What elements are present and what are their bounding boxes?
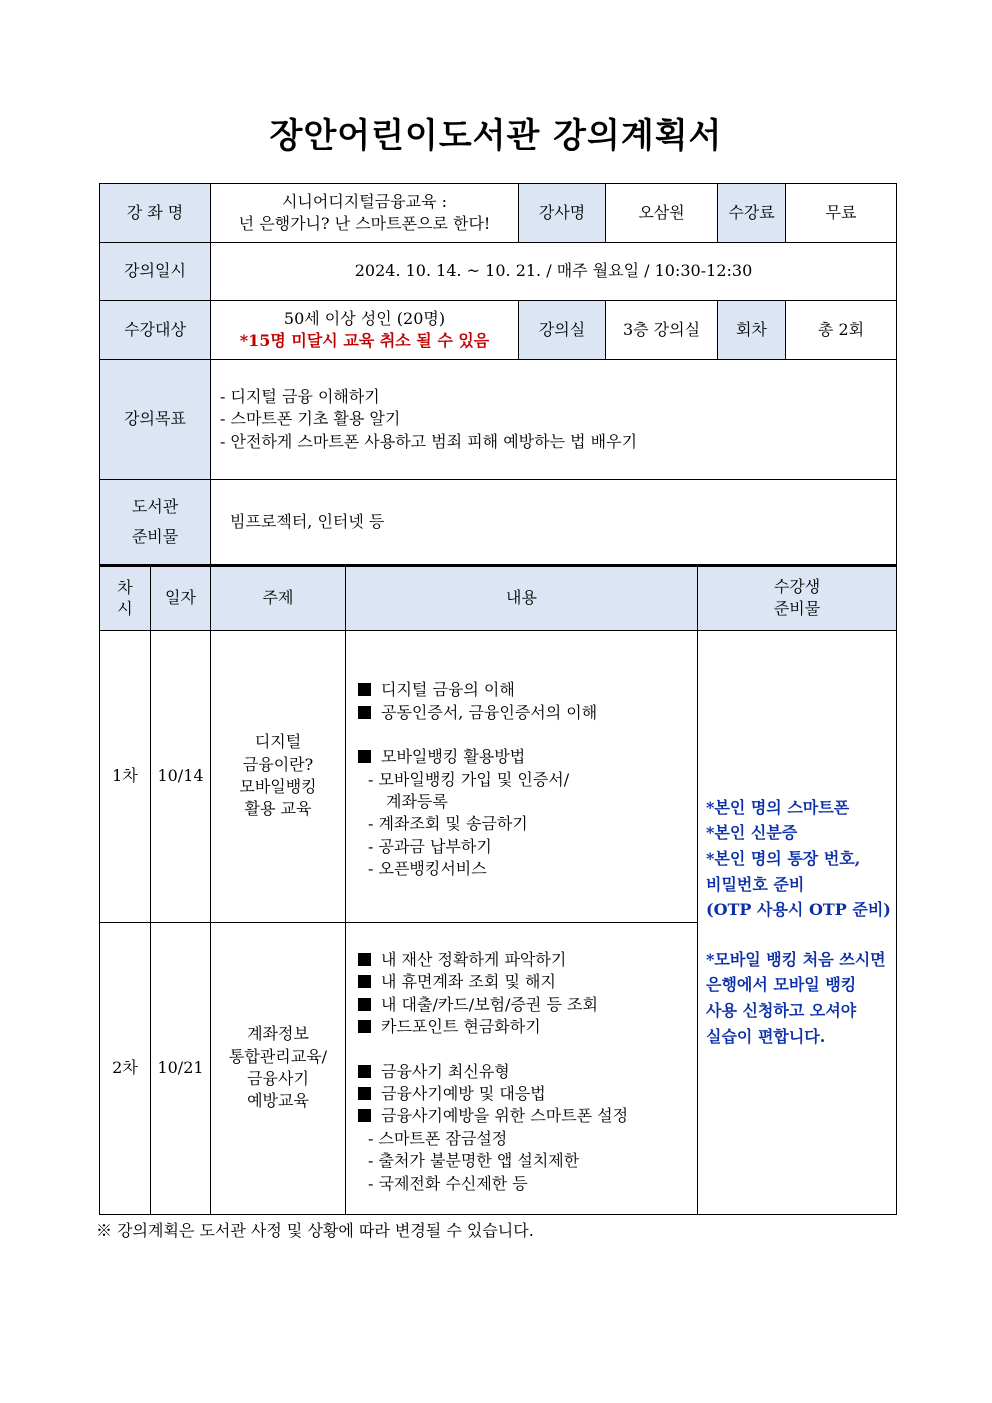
student-prep-line: 은행에서 모바일 뱅킹 [706,975,857,995]
course-name [211,184,519,243]
goal-item: - 스마트폰 기초 활용 알기 [220,409,401,429]
list-item-text: 내 휴면계좌 조회 및 해지 [381,972,556,992]
list-subitem: - 국제전화 수신제한 등 [368,1173,528,1193]
list-item [358,1016,697,1038]
student-prep-list [706,795,896,1049]
list-item [358,702,697,724]
square-bullet-icon [358,953,371,966]
library-prep-value: 빔프로젝터, 인터넷 등 [211,480,897,565]
student-prep-header [698,566,897,630]
topic-line: 금융사기 [247,1069,309,1088]
student-prep-line: 실습이 편합니다. [706,1026,826,1046]
topic-line: 통합관리교육/ [228,1046,328,1066]
list-subitem: 계좌등록 [386,792,448,811]
list-item-text: 금융사기예방 및 대응법 [381,1084,546,1103]
sessions-label: 회차 [718,301,786,360]
target-label: 수강대상 [100,301,211,360]
list-item [358,1083,697,1105]
goal-list [211,360,897,480]
list-item [358,1061,697,1083]
session-cell: 1차 [100,630,151,922]
topic-line: 활용 교육 [244,799,312,819]
topic-cell [211,630,346,922]
list-item [358,679,697,701]
room-label: 강의실 [519,301,606,360]
course-title-line1: 시니어디지털금융교육 : [281,191,448,211]
list-item-text: 금융사기 최신유형 [381,1061,510,1081]
list-item [358,949,697,971]
content-list [358,949,697,1195]
content-cell [346,922,698,1214]
page-title: 장안어린이도서관 강의계획서 [269,116,723,156]
instructor-label: 강사명 [519,184,606,243]
student-prep-line: *모바일 뱅킹 처음 쓰시면 [706,949,886,969]
student-prep-line: *본인 명의 통장 번호, [706,849,861,869]
list-item-text: 카드포인트 현금화하기 [381,1017,541,1037]
topic-cell [211,922,346,1214]
student-prep-line: 사용 신청하고 오셔야 [706,1000,857,1020]
list-subitem: - 오픈뱅킹서비스 [368,859,487,879]
content-list [358,679,697,880]
date-header: 일자 [151,566,211,630]
date-cell: 10/14 [151,630,211,922]
student-prep-header-line1: 수강생 [773,576,821,596]
square-bullet-icon [358,1065,371,1078]
square-bullet-icon [358,750,371,763]
course-info-table [99,183,897,565]
square-bullet-icon [358,998,371,1011]
list-item [358,746,697,768]
list-subitem: - 스마트폰 잠금설정 [368,1128,508,1148]
library-prep-label [100,480,211,565]
list-subitem: - 계좌조회 및 송금하기 [368,814,528,834]
topic-header: 주제 [211,566,346,630]
goal-label: 강의목표 [100,360,211,480]
sessions-value: 총 2회 [786,301,897,360]
list-item-text: 공동인증서, 금융인증서의 이해 [381,702,598,722]
schedule-table [99,565,897,1215]
fee-value: 무료 [786,184,897,243]
session-header [100,566,151,630]
list-item-text: 모바일뱅킹 활용방법 [381,747,526,767]
instructor-value: 오삼원 [606,184,718,243]
student-prep-line [706,923,896,947]
date-value: 2024. 10. 14. ~ 10. 21. / 매주 월요일 / 10:30-12:30 [211,243,897,301]
course-name-label: 강 좌 명 [100,184,211,243]
session-cell: 2차 [100,922,151,1214]
list-item-text: 내 재산 정확하게 파악하기 [381,950,567,970]
topic-line: 모바일뱅킹 [239,777,317,796]
date-cell: 10/21 [151,922,211,1214]
fee-label: 수강료 [718,184,786,243]
goal-item: - 안전하게 스마트폰 사용하고 범죄 피해 예방하는 법 배우기 [220,431,638,451]
student-prep-cell [698,630,897,1214]
target-line1: 50세 이상 성인 (20명) [283,308,446,328]
session-header-line2: 시 [117,599,133,619]
session-header-line1: 차 [117,577,133,597]
list-subitem: - 모바일뱅킹 가입 및 인증서/ [368,769,570,789]
library-prep-label-line2: 준비물 [131,527,179,546]
list-item [358,994,697,1016]
square-bullet-icon [358,683,371,696]
date-label: 강의일시 [100,243,211,301]
topic-line: 디지털 [254,732,302,752]
list-subitem: - 공과금 납부하기 [368,836,492,856]
library-prep-label-line1: 도서관 [131,497,179,517]
student-prep-line: *본인 명의 스마트폰 [706,797,850,817]
student-prep-line: *본인 신분증 [706,823,798,843]
table-row [100,630,897,922]
student-prep-line: (OTP 사용시 OTP 준비) [706,900,891,920]
square-bullet-icon [358,1109,371,1122]
topic-line: 계좌정보 [247,1024,309,1044]
list-item-text: 내 대출/카드/보험/증권 등 조회 [381,994,598,1014]
list-subitem: - 출처가 불분명한 앱 설치제한 [368,1151,580,1171]
footer-note: ※ 강의계획은 도서관 사정 및 상황에 따라 변경될 수 있습니다. [96,1221,534,1240]
square-bullet-icon [358,1087,371,1100]
list-item [358,971,697,993]
list-item [358,1105,697,1127]
student-prep-line: 비밀번호 준비 [706,874,805,894]
list-item-text: 금융사기예방을 위한 스마트폰 설정 [381,1106,629,1126]
square-bullet-icon [358,1020,371,1033]
content-header: 내용 [346,566,698,630]
square-bullet-icon [358,975,371,988]
list-spacer [358,724,697,746]
topic-line: 금융이란? [242,754,314,774]
target-notice: *15명 미달시 교육 취소 될 수 있음 [239,331,490,350]
student-prep-header-line2: 준비물 [773,599,821,619]
topic-line: 예방교육 [247,1091,309,1111]
room-value: 3층 강의실 [606,301,718,360]
list-item-text: 디지털 금융의 이해 [381,680,515,700]
square-bullet-icon [358,706,371,719]
course-title-line2: 넌 은행가니? 난 스마트폰으로 한다! [238,214,491,233]
target-value [211,301,519,360]
content-cell [346,630,698,922]
list-spacer [358,1039,697,1061]
goal-item: - 디지털 금융 이해하기 [220,386,380,406]
